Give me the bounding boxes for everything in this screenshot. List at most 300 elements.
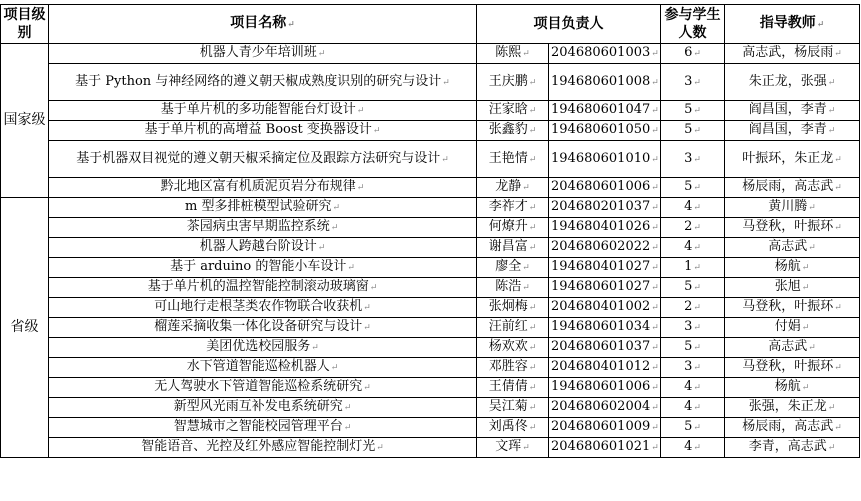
advisor-cell — [725, 318, 860, 338]
paragraph-mark-icon: ↵ — [693, 183, 701, 193]
leader-name-cell — [477, 378, 549, 398]
student-id-cell — [549, 198, 661, 218]
student-id-cell — [549, 298, 661, 318]
paragraph-mark-icon: ↵ — [801, 263, 810, 273]
advisor-cell — [725, 298, 860, 318]
participant-count-cell-text: 3 — [684, 73, 693, 89]
advisor-cell-text: 杨航 — [774, 259, 801, 274]
participant-count-cell-text: 5 — [684, 339, 693, 354]
advisor-cell-text: 阎昌国，李青 — [748, 102, 827, 117]
project-name-cell — [49, 258, 477, 278]
leader-name-cell-text: 王庆鹏 — [488, 73, 528, 89]
student-id-cell — [549, 44, 661, 64]
project-name-cell — [49, 141, 477, 178]
leader-name-cell-text: 邓胜容 — [488, 359, 528, 374]
advisor-cell-text: 阎昌国，李青 — [748, 122, 827, 137]
paragraph-mark-icon: ↵ — [834, 154, 842, 165]
paragraph-mark-icon: ↵ — [651, 49, 659, 59]
project-name-cell-text: 基于 arduino 的智能小车设计 — [170, 259, 347, 274]
project-name-cell — [49, 418, 477, 438]
student-id-cell — [549, 418, 661, 438]
student-id-cell — [549, 141, 661, 178]
leader-name-cell-text: 谢昌富 — [488, 239, 528, 254]
level-cell: 国家级 — [1, 44, 49, 198]
participant-count-cell — [661, 64, 725, 101]
project-name-cell-text: 美团优选校园服务 — [206, 339, 311, 354]
project-name-cell-text: 基于 Python 与神经网络的遵义朝天椒成熟度识别的研究与设计 — [75, 73, 442, 89]
table-row — [1, 418, 860, 438]
advisor-cell-text: 高志武 — [768, 239, 808, 254]
advisor-cell — [725, 398, 860, 418]
paragraph-mark-icon: ↵ — [441, 154, 449, 165]
advisor-cell — [725, 64, 860, 101]
project-name-cell-text: 无人驾驶水下管道智能巡检系统研究 — [154, 379, 363, 394]
paragraph-mark-icon: ↵ — [522, 263, 530, 273]
paragraph-mark-icon: ↵ — [651, 154, 659, 165]
project-name-cell — [49, 178, 477, 198]
project-name-cell — [49, 438, 477, 458]
paragraph-mark-icon: ↵ — [332, 203, 340, 213]
paragraph-mark-icon: ↵ — [801, 283, 810, 293]
paragraph-mark-icon: ↵ — [651, 403, 659, 413]
paragraph-mark-icon: ↵ — [528, 363, 537, 373]
leader-name-cell — [477, 258, 549, 278]
paragraph-mark-icon: ↵ — [651, 283, 659, 293]
paragraph-mark-icon: ↵ — [693, 106, 701, 116]
paragraph-mark-icon: ↵ — [528, 223, 537, 233]
paragraph-mark-icon: ↵ — [343, 403, 352, 413]
paragraph-mark-icon: ↵ — [651, 263, 659, 273]
participant-count-cell-text: 4 — [684, 399, 693, 414]
student-id-cell — [549, 218, 661, 238]
paragraph-mark-icon: ↵ — [834, 303, 842, 313]
advisor-cell — [725, 258, 860, 278]
project-name-cell — [49, 44, 477, 64]
paragraph-mark-icon: ↵ — [693, 283, 701, 293]
paragraph-mark-icon: ↵ — [827, 106, 836, 116]
advisor-cell — [725, 121, 860, 141]
advisor-cell-text: 杨辰雨，高志武 — [742, 419, 834, 434]
paragraph-mark-icon: ↵ — [372, 126, 381, 136]
participant-count-cell-text: 5 — [684, 179, 693, 194]
paragraph-mark-icon: ↵ — [834, 223, 842, 233]
advisor-cell — [725, 438, 860, 458]
leader-name-cell — [477, 64, 549, 101]
participant-count-cell — [661, 238, 725, 258]
student-id-cell — [549, 358, 661, 378]
paragraph-mark-icon: ↵ — [651, 363, 659, 373]
advisor-cell-text: 叶振环，朱正龙 — [742, 150, 834, 166]
participant-count-cell — [661, 398, 725, 418]
advisor-cell-text: 杨航 — [774, 379, 801, 394]
project-name-cell — [49, 198, 477, 218]
paragraph-mark-icon: ↵ — [651, 383, 659, 393]
leader-name-cell-text: 张炯梅 — [488, 299, 528, 314]
paragraph-mark-icon: ↵ — [522, 443, 530, 453]
student-id-cell-text: 204680601006 — [551, 179, 651, 194]
project-name-cell — [49, 238, 477, 258]
participant-count-cell-text: 4 — [684, 199, 693, 214]
leader-name-cell — [477, 278, 549, 298]
leader-name-cell — [477, 178, 549, 198]
leader-name-cell-text: 王倩倩 — [488, 379, 528, 394]
student-id-cell-text: 194680601050 — [551, 122, 651, 137]
leader-name-cell — [477, 121, 549, 141]
student-id-cell-text: 194680601047 — [551, 102, 651, 117]
participant-count-cell-text: 4 — [684, 239, 693, 254]
participant-count-cell-text: 2 — [684, 219, 693, 234]
project-name-cell-text: 机器人跨越台阶设计 — [199, 239, 317, 254]
leader-name-cell — [477, 358, 549, 378]
table-row — [1, 398, 860, 418]
paragraph-mark-icon: ↵ — [834, 423, 842, 433]
paragraph-mark-icon: ↵ — [693, 383, 701, 393]
project-name-cell — [49, 378, 477, 398]
project-name-cell — [49, 398, 477, 418]
paragraph-mark-icon: ↵ — [528, 126, 537, 136]
paragraph-mark-icon: ↵ — [522, 183, 530, 193]
advisor-cell — [725, 44, 860, 64]
table-row — [1, 121, 860, 141]
paragraph-mark-icon: ↵ — [801, 383, 810, 393]
paragraph-mark-icon: ↵ — [808, 243, 816, 253]
table-row — [1, 258, 860, 278]
participant-count-cell-text: 3 — [684, 150, 693, 166]
student-id-cell — [549, 258, 661, 278]
paragraph-mark-icon: ↵ — [528, 423, 537, 433]
paragraph-mark-icon: ↵ — [693, 343, 701, 353]
paragraph-mark-icon: ↵ — [343, 423, 352, 433]
participant-count-cell-text: 3 — [684, 359, 693, 374]
paragraph-mark-icon: ↵ — [808, 203, 816, 213]
table-row — [1, 318, 860, 338]
project-name-cell — [49, 318, 477, 338]
paragraph-mark-icon: ↵ — [651, 243, 659, 253]
paragraph-mark-icon: ↵ — [693, 126, 701, 136]
paragraph-mark-icon: ↵ — [356, 106, 365, 116]
student-id-cell-text: 194680601008 — [551, 73, 651, 89]
paragraph-mark-icon: ↵ — [693, 423, 701, 433]
paragraph-mark-icon: ↵ — [834, 363, 842, 373]
leader-name-cell — [477, 418, 549, 438]
student-id-cell — [549, 101, 661, 121]
paragraph-mark-icon: ↵ — [693, 154, 701, 165]
leader-name-cell — [477, 318, 549, 338]
student-id-cell-text: 204680601003 — [551, 45, 651, 60]
participant-count-cell — [661, 141, 725, 178]
table-row — [1, 278, 860, 298]
advisor-cell-text: 付娟 — [774, 319, 801, 334]
paragraph-mark-icon: ↵ — [522, 49, 530, 59]
paragraph-mark-icon: ↵ — [827, 77, 836, 88]
leader-name-cell — [477, 44, 549, 64]
advisor-cell — [725, 218, 860, 238]
participant-count-cell — [661, 378, 725, 398]
project-name-cell-text: 智能语音、光控及红外感应智能控制灯光 — [141, 439, 376, 454]
paragraph-mark-icon: ↵ — [693, 263, 701, 273]
advisor-cell-text: 马登秋，叶振环 — [742, 299, 834, 314]
advisor-cell — [725, 198, 860, 218]
project-name-cell-text: 黔北地区富有机质泥页岩分布规律 — [160, 179, 356, 194]
student-id-cell — [549, 278, 661, 298]
student-id-cell-text: 204680201037 — [551, 199, 651, 214]
student-id-cell — [549, 178, 661, 198]
participant-count-cell — [661, 258, 725, 278]
leader-name-cell-text: 刘禹佟 — [488, 419, 528, 434]
advisor-cell-text: 黄川腾 — [768, 199, 808, 214]
paragraph-mark-icon: ↵ — [693, 303, 701, 313]
paragraph-mark-icon: ↵ — [330, 223, 339, 233]
project-name-cell-text: 基于机器双目视觉的遵义朝天椒采摘定位及跟踪方法研究与设计 — [76, 150, 441, 166]
participant-count-cell-text: 5 — [684, 122, 693, 137]
advisor-cell-text: 李青，高志武 — [748, 439, 827, 454]
participant-count-cell — [661, 121, 725, 141]
project-name-cell — [49, 278, 477, 298]
participant-count-cell — [661, 44, 725, 64]
paragraph-mark-icon: ↵ — [311, 343, 319, 353]
participant-count-cell — [661, 218, 725, 238]
paragraph-mark-icon: ↵ — [693, 403, 701, 413]
table-row — [1, 298, 860, 318]
student-id-cell — [549, 378, 661, 398]
participant-count-cell — [661, 318, 725, 338]
table-row — [1, 44, 860, 64]
table-row — [1, 101, 860, 121]
paragraph-mark-icon: ↵ — [651, 443, 659, 453]
paragraph-mark-icon: ↵ — [442, 77, 450, 88]
project-name-cell-text: 水下管道智能巡检机器人 — [186, 359, 330, 374]
student-id-cell-text: 204680602004 — [551, 399, 651, 414]
paragraph-mark-icon: ↵ — [528, 303, 537, 313]
paragraph-mark-icon: ↵ — [827, 126, 836, 136]
project-name-cell — [49, 218, 477, 238]
project-name-cell-text: 榴莲采摘收集一体化设备研究与设计 — [154, 319, 363, 334]
participant-count-cell-text: 4 — [684, 379, 693, 394]
paragraph-mark-icon: ↵ — [347, 263, 355, 273]
leader-name-cell — [477, 438, 549, 458]
paragraph-mark-icon: ↵ — [363, 383, 371, 393]
level-cell: 省级 — [1, 198, 49, 458]
paragraph-mark-icon: ↵ — [363, 303, 371, 313]
header-level: 项目级别 — [1, 5, 49, 44]
paragraph-mark-icon: ↵ — [376, 443, 384, 453]
header-name: 项目名称↵ — [49, 5, 477, 44]
advisor-cell-text: 朱正龙，张强 — [748, 73, 827, 89]
leader-name-cell — [477, 238, 549, 258]
paragraph-mark-icon: ↵ — [651, 343, 659, 353]
advisor-cell-text: 高志武 — [768, 339, 808, 354]
advisor-cell — [725, 418, 860, 438]
paragraph-mark-icon: ↵ — [356, 183, 365, 193]
student-id-cell-text: 194680401026 — [551, 219, 651, 234]
leader-name-cell-text: 文珲 — [495, 439, 522, 454]
participant-count-cell-text: 3 — [684, 319, 693, 334]
paragraph-mark-icon: ↵ — [651, 183, 659, 193]
leader-name-cell — [477, 338, 549, 358]
advisor-cell — [725, 178, 860, 198]
student-id-cell — [549, 238, 661, 258]
student-id-cell — [549, 338, 661, 358]
header-num: 参与学生人数 — [661, 5, 725, 44]
paragraph-mark-icon: ↵ — [651, 126, 659, 136]
student-id-cell — [549, 318, 661, 338]
paragraph-mark-icon: ↵ — [651, 223, 659, 233]
paragraph-mark-icon: ↵ — [528, 77, 537, 88]
project-table — [0, 4, 860, 458]
advisor-cell — [725, 101, 860, 121]
student-id-cell-text: 194680401027 — [551, 259, 651, 274]
participant-count-cell — [661, 101, 725, 121]
student-id-cell-text: 204680401002 — [551, 299, 651, 314]
paragraph-mark-icon: ↵ — [317, 243, 326, 253]
leader-name-cell-text: 杨欢欢 — [488, 339, 528, 354]
paragraph-mark-icon: ↵ — [651, 303, 659, 313]
leader-name-cell-text: 吴江菊 — [488, 399, 528, 414]
project-name-cell-text: 茶园病虫害早期监控系统 — [186, 219, 330, 234]
table-row — [1, 64, 860, 101]
student-id-cell-text: 194680601010 — [551, 150, 651, 166]
leader-name-cell-text: 陈浩 — [495, 279, 522, 294]
participant-count-cell-text: 5 — [684, 419, 693, 434]
paragraph-mark-icon: ↵ — [827, 403, 836, 413]
table-row — [1, 378, 860, 398]
participant-count-cell-text: 4 — [684, 439, 693, 454]
advisor-cell-text: 高志武，杨辰雨 — [742, 45, 834, 60]
project-name-cell-text: 基于单片机的高增益 Boost 变换器设计 — [144, 122, 372, 137]
project-name-cell — [49, 358, 477, 378]
paragraph-mark-icon: ↵ — [651, 323, 659, 333]
paragraph-mark-icon: ↵ — [528, 403, 537, 413]
student-id-cell — [549, 398, 661, 418]
project-name-cell-text: m 型多排桩模型试验研究 — [184, 199, 332, 214]
advisor-cell-text: 张旭 — [774, 279, 801, 294]
leader-name-cell-text: 汪家晗 — [488, 102, 528, 117]
table-row — [1, 338, 860, 358]
paragraph-mark-icon: ↵ — [528, 154, 537, 165]
paragraph-mark-icon: ↵ — [827, 443, 836, 453]
student-id-cell-text: 204680601009 — [551, 419, 651, 434]
table-row — [1, 141, 860, 178]
paragraph-mark-icon: ↵ — [693, 223, 701, 233]
paragraph-mark-icon: ↵ — [528, 343, 537, 353]
student-id-cell-text: 204680601037 — [551, 339, 651, 354]
paragraph-mark-icon: ↵ — [651, 203, 659, 213]
leader-name-cell — [477, 141, 549, 178]
advisor-cell — [725, 141, 860, 178]
leader-name-cell — [477, 398, 549, 418]
advisor-cell — [725, 278, 860, 298]
advisor-cell — [725, 338, 860, 358]
leader-name-cell-text: 汪前红 — [488, 319, 528, 334]
paragraph-mark-icon: ↵ — [693, 77, 701, 88]
advisor-cell — [725, 238, 860, 258]
participant-count-cell — [661, 278, 725, 298]
leader-name-cell-text: 王艳情 — [488, 150, 528, 166]
participant-count-cell-text: 5 — [684, 279, 693, 294]
participant-count-cell — [661, 338, 725, 358]
paragraph-mark-icon: ↵ — [528, 323, 537, 333]
paragraph-mark-icon: ↵ — [693, 243, 701, 253]
paragraph-mark-icon: ↵ — [693, 443, 701, 453]
participant-count-cell-text: 5 — [684, 102, 693, 117]
project-name-cell — [49, 121, 477, 141]
leader-name-cell-text: 龙静 — [495, 179, 522, 194]
leader-name-cell-text: 张鑫豹 — [488, 122, 528, 137]
paragraph-mark-icon: ↵ — [693, 49, 701, 59]
participant-count-cell — [661, 178, 725, 198]
paragraph-mark-icon: ↵ — [693, 203, 701, 213]
student-id-cell-text: 194680601034 — [551, 319, 651, 334]
participant-count-cell — [661, 298, 725, 318]
table-row — [1, 238, 860, 258]
paragraph-mark-icon: ↵ — [651, 106, 659, 116]
project-name-cell-text: 智慧城市之智能校园管理平台 — [173, 419, 343, 434]
project-name-cell — [49, 101, 477, 121]
student-id-cell-text: 204680601021 — [551, 439, 651, 454]
advisor-cell-text: 马登秋，叶振环 — [742, 359, 834, 374]
header-row — [1, 5, 860, 44]
paragraph-mark-icon: ↵ — [330, 363, 339, 373]
leader-name-cell-text: 何燎升 — [488, 219, 528, 234]
paragraph-mark-icon: ↵ — [808, 343, 816, 353]
project-name-cell — [49, 64, 477, 101]
advisor-cell-text: 马登秋，叶振环 — [742, 219, 834, 234]
student-id-cell-text: 204680602022 — [551, 239, 651, 254]
student-id-cell — [549, 64, 661, 101]
participant-count-cell-text: 6 — [684, 45, 693, 60]
project-name-cell-text: 新型风光雨互补发电系统研究 — [173, 399, 343, 414]
table-row — [1, 198, 860, 218]
paragraph-mark-icon: ↵ — [651, 423, 659, 433]
paragraph-mark-icon: ↵ — [693, 323, 701, 333]
participant-count-cell — [661, 438, 725, 458]
participant-count-cell — [661, 358, 725, 378]
participant-count-cell-text: 1 — [684, 259, 693, 274]
paragraph-mark-icon: ↵ — [522, 283, 530, 293]
project-name-cell-text: 基于单片机的多功能智能台灯设计 — [160, 102, 356, 117]
leader-name-cell — [477, 218, 549, 238]
participant-count-cell-text: 2 — [684, 299, 693, 314]
student-id-cell-text: 204680401012 — [551, 359, 651, 374]
paragraph-mark-icon: ↵ — [834, 183, 842, 193]
participant-count-cell — [661, 198, 725, 218]
project-name-cell-text: 基于单片机的温控智能控制滚动玻璃窗 — [147, 279, 369, 294]
paragraph-mark-icon: ↵ — [528, 203, 537, 213]
leader-name-cell — [477, 298, 549, 318]
paragraph-mark-icon: ↵ — [651, 77, 659, 88]
student-id-cell — [549, 438, 661, 458]
project-name-cell — [49, 298, 477, 318]
table-row — [1, 218, 860, 238]
participant-count-cell — [661, 418, 725, 438]
paragraph-mark-icon: ↵ — [317, 49, 326, 59]
paragraph-mark-icon: ↵ — [369, 283, 378, 293]
paragraph-mark-icon: ↵ — [834, 49, 842, 59]
paragraph-mark-icon: ↵ — [528, 106, 537, 116]
leader-name-cell-text: 廖全 — [495, 259, 522, 274]
advisor-cell — [725, 358, 860, 378]
project-name-cell-text: 可山地行走根茎类农作物联合收获机 — [154, 299, 363, 314]
leader-name-cell-text: 陈熙 — [495, 45, 522, 60]
table-row — [1, 438, 860, 458]
project-name-cell-text: 机器人青少年培训班 — [199, 45, 317, 60]
advisor-cell-text: 张强，朱正龙 — [748, 399, 827, 414]
table-row — [1, 178, 860, 198]
paragraph-mark-icon: ↵ — [801, 323, 810, 333]
paragraph-mark-icon: ↵ — [528, 243, 537, 253]
student-id-cell-text: 194680601027 — [551, 279, 651, 294]
paragraph-mark-icon: ↵ — [528, 383, 537, 393]
